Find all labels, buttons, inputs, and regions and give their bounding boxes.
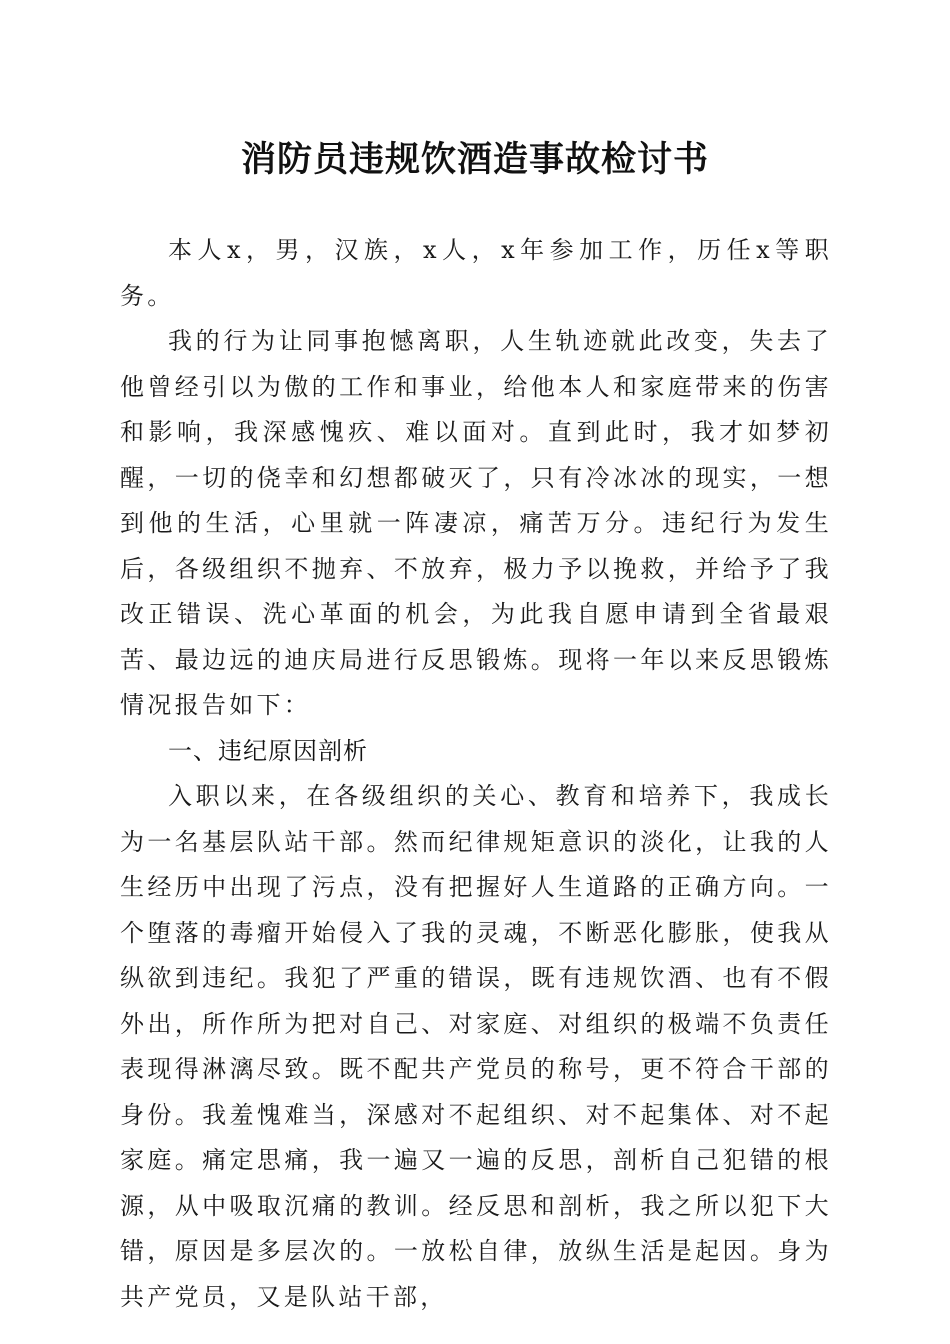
intro-paragraph: 本人x，男，汉族，x人，x年参加工作，历任x等职务。 [120, 236, 832, 310]
analysis-paragraph: 入职以来，在各级组织的关心、教育和培养下，我成长为一名基层队站干部。然而纪律规矩意识的淡化，让我的人生经历中出现了污点，没有把握好人生道路的正确方向。一个堕落的毒瘤开始侵入了我的灵魂，不断恶化膨胀，使我从纵欲到违纪。我犯了严重的错误，既有违规饮酒、也有不假外出，所作所为把对自己、对家庭、对组织的极端不负责任表现得淋漓尽致。既不配共产党员的称号，更不符合干部的身份。我羞愧难当，深感对不起组织、对不起集体、对不起家庭。痛定思痛，我一遍又一遍的反思，剖析自己犯错的根源，从中吸取沉痛的教训。经反思和剖析，我之所以犯下大错，原因是多层次的。一放松自律，放纵生活是起因。身为共产党员，又是队站干部， [120, 782, 832, 1311]
section-heading: 一、违纪原因剖析 [168, 736, 368, 765]
reflection-paragraph: 我的行为让同事抱憾离职，人生轨迹就此改变，失去了他曾经引以为傲的工作和事业，给他本人和家庭带来的伤害和影响，我深感愧疚、难以面对。直到此时，我才如梦初醒，一切的侥幸和幻想都破灭了，只有冷冰冰的现实，一想到他的生活，心里就一阵凄凉，痛苦万分。违纪行为发生后，各级组织不抛弃、不放弃，极力予以挽救，并给予了我改正错误、洗心革面的机会，为此我自愿申请到全省最艰苦、最边远的迪庆局进行反思锻炼。现将一年以来反思锻炼情况报告如下： [120, 327, 832, 719]
document-title: 消防员违规饮酒造事故检讨书 [240, 139, 709, 180]
document-body [120, 228, 832, 1320]
